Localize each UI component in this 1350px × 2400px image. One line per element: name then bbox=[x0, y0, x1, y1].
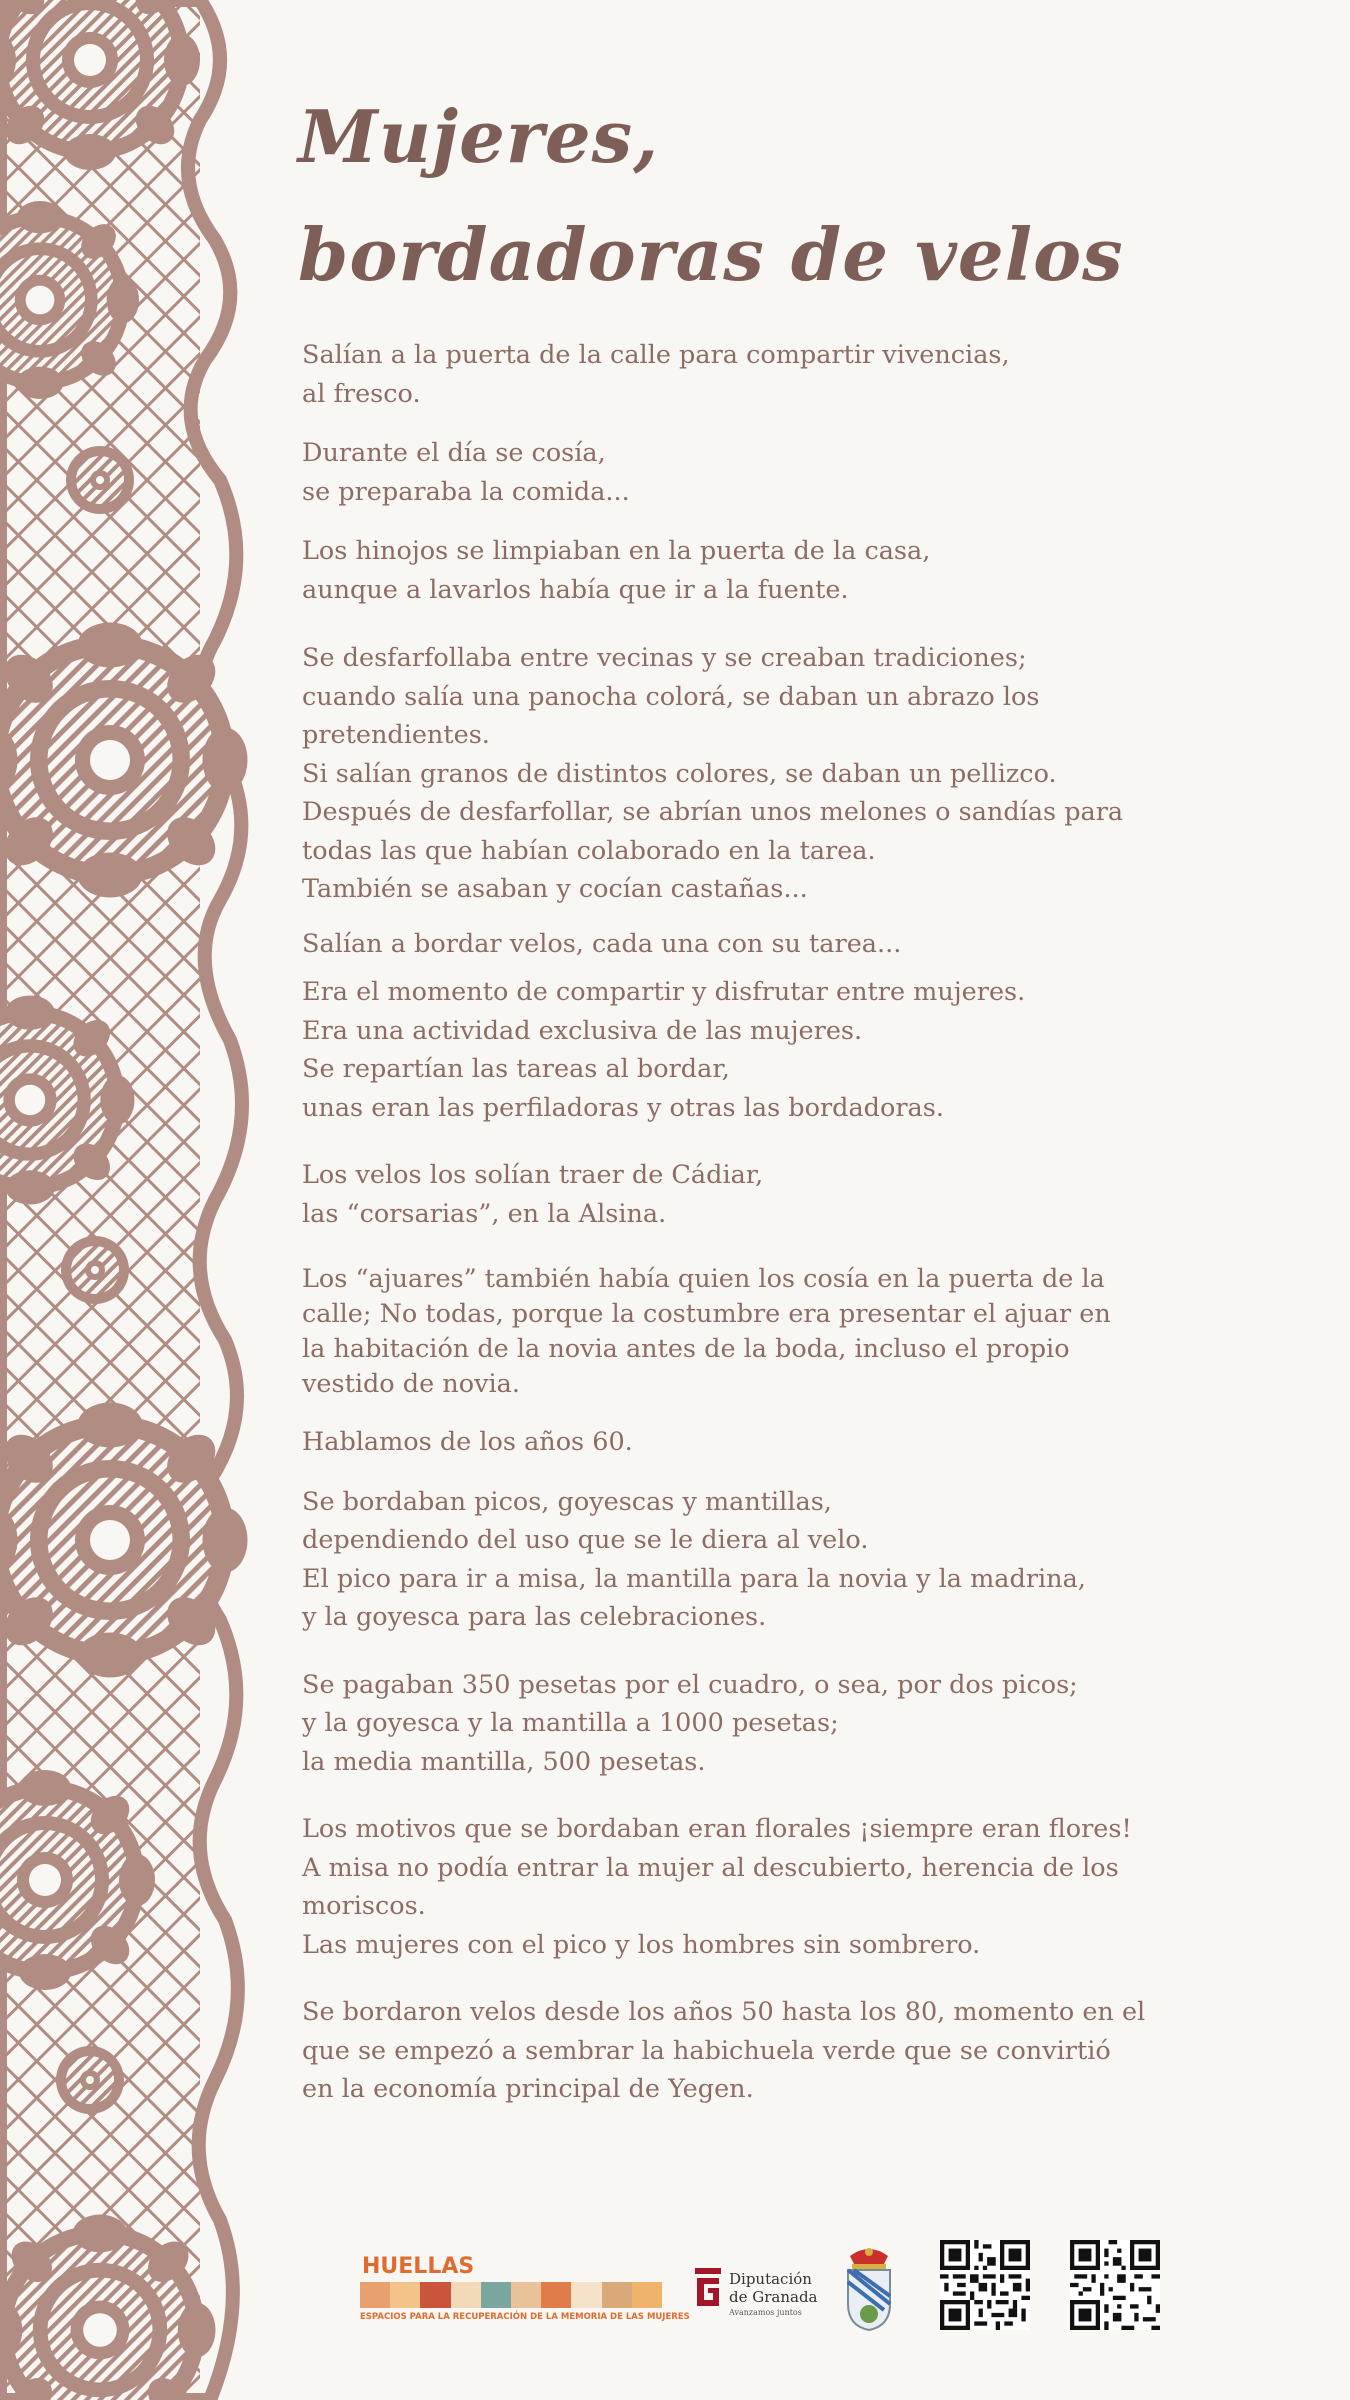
text-line: aunque a lavarlos había que ir a la fuente. bbox=[302, 574, 849, 605]
text-line: El pico para ir a misa, la mantilla para la novia y la madrina, bbox=[302, 1563, 1086, 1594]
text-line: y la goyesca para las celebraciones. bbox=[302, 1602, 767, 1632]
text-line: y la goyesca y la mantilla a 1000 pesetas; bbox=[302, 1708, 839, 1738]
text-line: en la economía principal de Yegen. bbox=[302, 2074, 754, 2104]
text-line: se preparaba la comida... bbox=[302, 476, 630, 507]
text-line: Se desfarfollaba entre vecinas y se creaban tradiciones; bbox=[302, 643, 1027, 673]
diputacion-tagline: Avanzamos juntos bbox=[729, 2308, 802, 2317]
text-line: Los velos los solían traer de Cádiar, bbox=[302, 1160, 764, 1190]
title-line-1: Mujeres, bbox=[298, 94, 660, 179]
text-line: Se pagaban 350 pesetas por el cuadro, o sea, por dos picos; bbox=[302, 1669, 1078, 1700]
paragraph bbox=[302, 1666, 1312, 1782]
text-body bbox=[302, 336, 1312, 2109]
paragraph bbox=[302, 925, 1312, 964]
text-line: A misa no podía entrar la mujer al descubierto, herencia de los bbox=[302, 1852, 1119, 1883]
text-line: Se bordaban picos, goyescas y mantillas, bbox=[302, 1486, 832, 1517]
diputacion-name-line: de Granada bbox=[729, 2288, 818, 2306]
paragraph bbox=[302, 1483, 1312, 1637]
diputacion-name-line: Diputación bbox=[729, 2270, 812, 2288]
title-line-2: bordadoras de velos bbox=[298, 212, 1124, 297]
paragraph bbox=[302, 336, 1312, 413]
qr-code-icon bbox=[1070, 2240, 1160, 2330]
text-line: las “corsarias”, en la Alsina. bbox=[302, 1198, 667, 1229]
text-line: vestido de novia. bbox=[302, 1369, 520, 1399]
text-line: Era una actividad exclusiva de las mujeres. bbox=[302, 1015, 863, 1046]
diputacion-g-icon bbox=[693, 2268, 723, 2312]
text-line: Los “ajuares” también había quien los cosía en la puerta de la bbox=[302, 1264, 1105, 1294]
text-line: la media mantilla, 500 pesetas. bbox=[302, 1746, 706, 1777]
text-line: Hablamos de los años 60. bbox=[302, 1427, 633, 1457]
paragraph bbox=[302, 532, 1312, 609]
text-line: moriscos. bbox=[302, 1891, 426, 1921]
paragraph bbox=[302, 434, 1312, 511]
paragraph bbox=[302, 973, 1312, 1127]
huellas-color-strip bbox=[360, 2282, 662, 2308]
text-line: todas las que habían colaborado en la tarea. bbox=[302, 835, 876, 866]
text-line: Si salían granos de distintos colores, se daban un pellizco. bbox=[302, 758, 1057, 789]
text-line: unas eran las perfiladoras y otras las bordadoras. bbox=[302, 1092, 944, 1123]
text-line: la habitación de la novia antes de la boda, incluso el propio bbox=[302, 1334, 1070, 1364]
text-line: Salían a la puerta de la calle para compartir vivencias, bbox=[302, 340, 1010, 370]
footer-logos bbox=[360, 2230, 1180, 2340]
text-line: al fresco. bbox=[302, 378, 421, 409]
text-line: dependiendo del uso que se le diera al velo. bbox=[302, 1525, 869, 1555]
diputacion-granada-logo bbox=[693, 2264, 818, 2320]
text-line: Era el momento de compartir y disfrutar entre mujeres. bbox=[302, 977, 1026, 1007]
text-line: Los hinojos se limpiaban en la puerta de la casa, bbox=[302, 536, 931, 566]
page-title bbox=[298, 78, 1298, 314]
paragraph bbox=[302, 1156, 1312, 1233]
text-line: cuando salía una panocha colorá, se daban un abrazo los bbox=[302, 681, 1040, 712]
text-line: Durante el día se cosía, bbox=[302, 438, 606, 468]
text-line: Salían a bordar velos, cada una con su tarea... bbox=[302, 928, 902, 959]
text-line: pretendientes. bbox=[302, 720, 490, 750]
paragraph bbox=[302, 1810, 1312, 1964]
text-line: Las mujeres con el pico y los hombres sin sombrero. bbox=[302, 1929, 981, 1960]
paragraph bbox=[302, 1262, 1312, 1402]
text-line: También se asaban y cocían castañas... bbox=[302, 874, 808, 904]
text-line: que se empezó a sembrar la habichuela verde que se convirtió bbox=[302, 2035, 1111, 2066]
paragraph bbox=[302, 1993, 1312, 2109]
municipal-coat-of-arms-icon bbox=[840, 2242, 898, 2332]
diputacion-name bbox=[729, 2270, 818, 2306]
huellas-tagline: ESPACIOS PARA LA RECUPERACIÓN DE LA MEMORIA DE LAS MUJERES bbox=[360, 2312, 690, 2322]
text-line: calle; No todas, porque la costumbre era presentar el ajuar en bbox=[302, 1299, 1111, 1329]
text-line: Se repartían las tareas al bordar, bbox=[302, 1054, 730, 1084]
text-line: Los motivos que se bordaban eran florales ¡siempre eran flores! bbox=[302, 1814, 1132, 1844]
text-line: Después de desfarfollar, se abrían unos melones o sandías para bbox=[302, 797, 1124, 827]
paragraph bbox=[302, 1423, 1312, 1462]
paragraph bbox=[302, 639, 1312, 909]
qr-code-icon bbox=[940, 2240, 1030, 2330]
huellas-wordmark: HUELLAS bbox=[362, 2254, 475, 2279]
lace-border-decoration bbox=[0, 0, 262, 2400]
text-line: Se bordaron velos desde los años 50 hasta los 80, momento en el bbox=[302, 1997, 1146, 2027]
huellas-logo bbox=[360, 2254, 690, 2324]
